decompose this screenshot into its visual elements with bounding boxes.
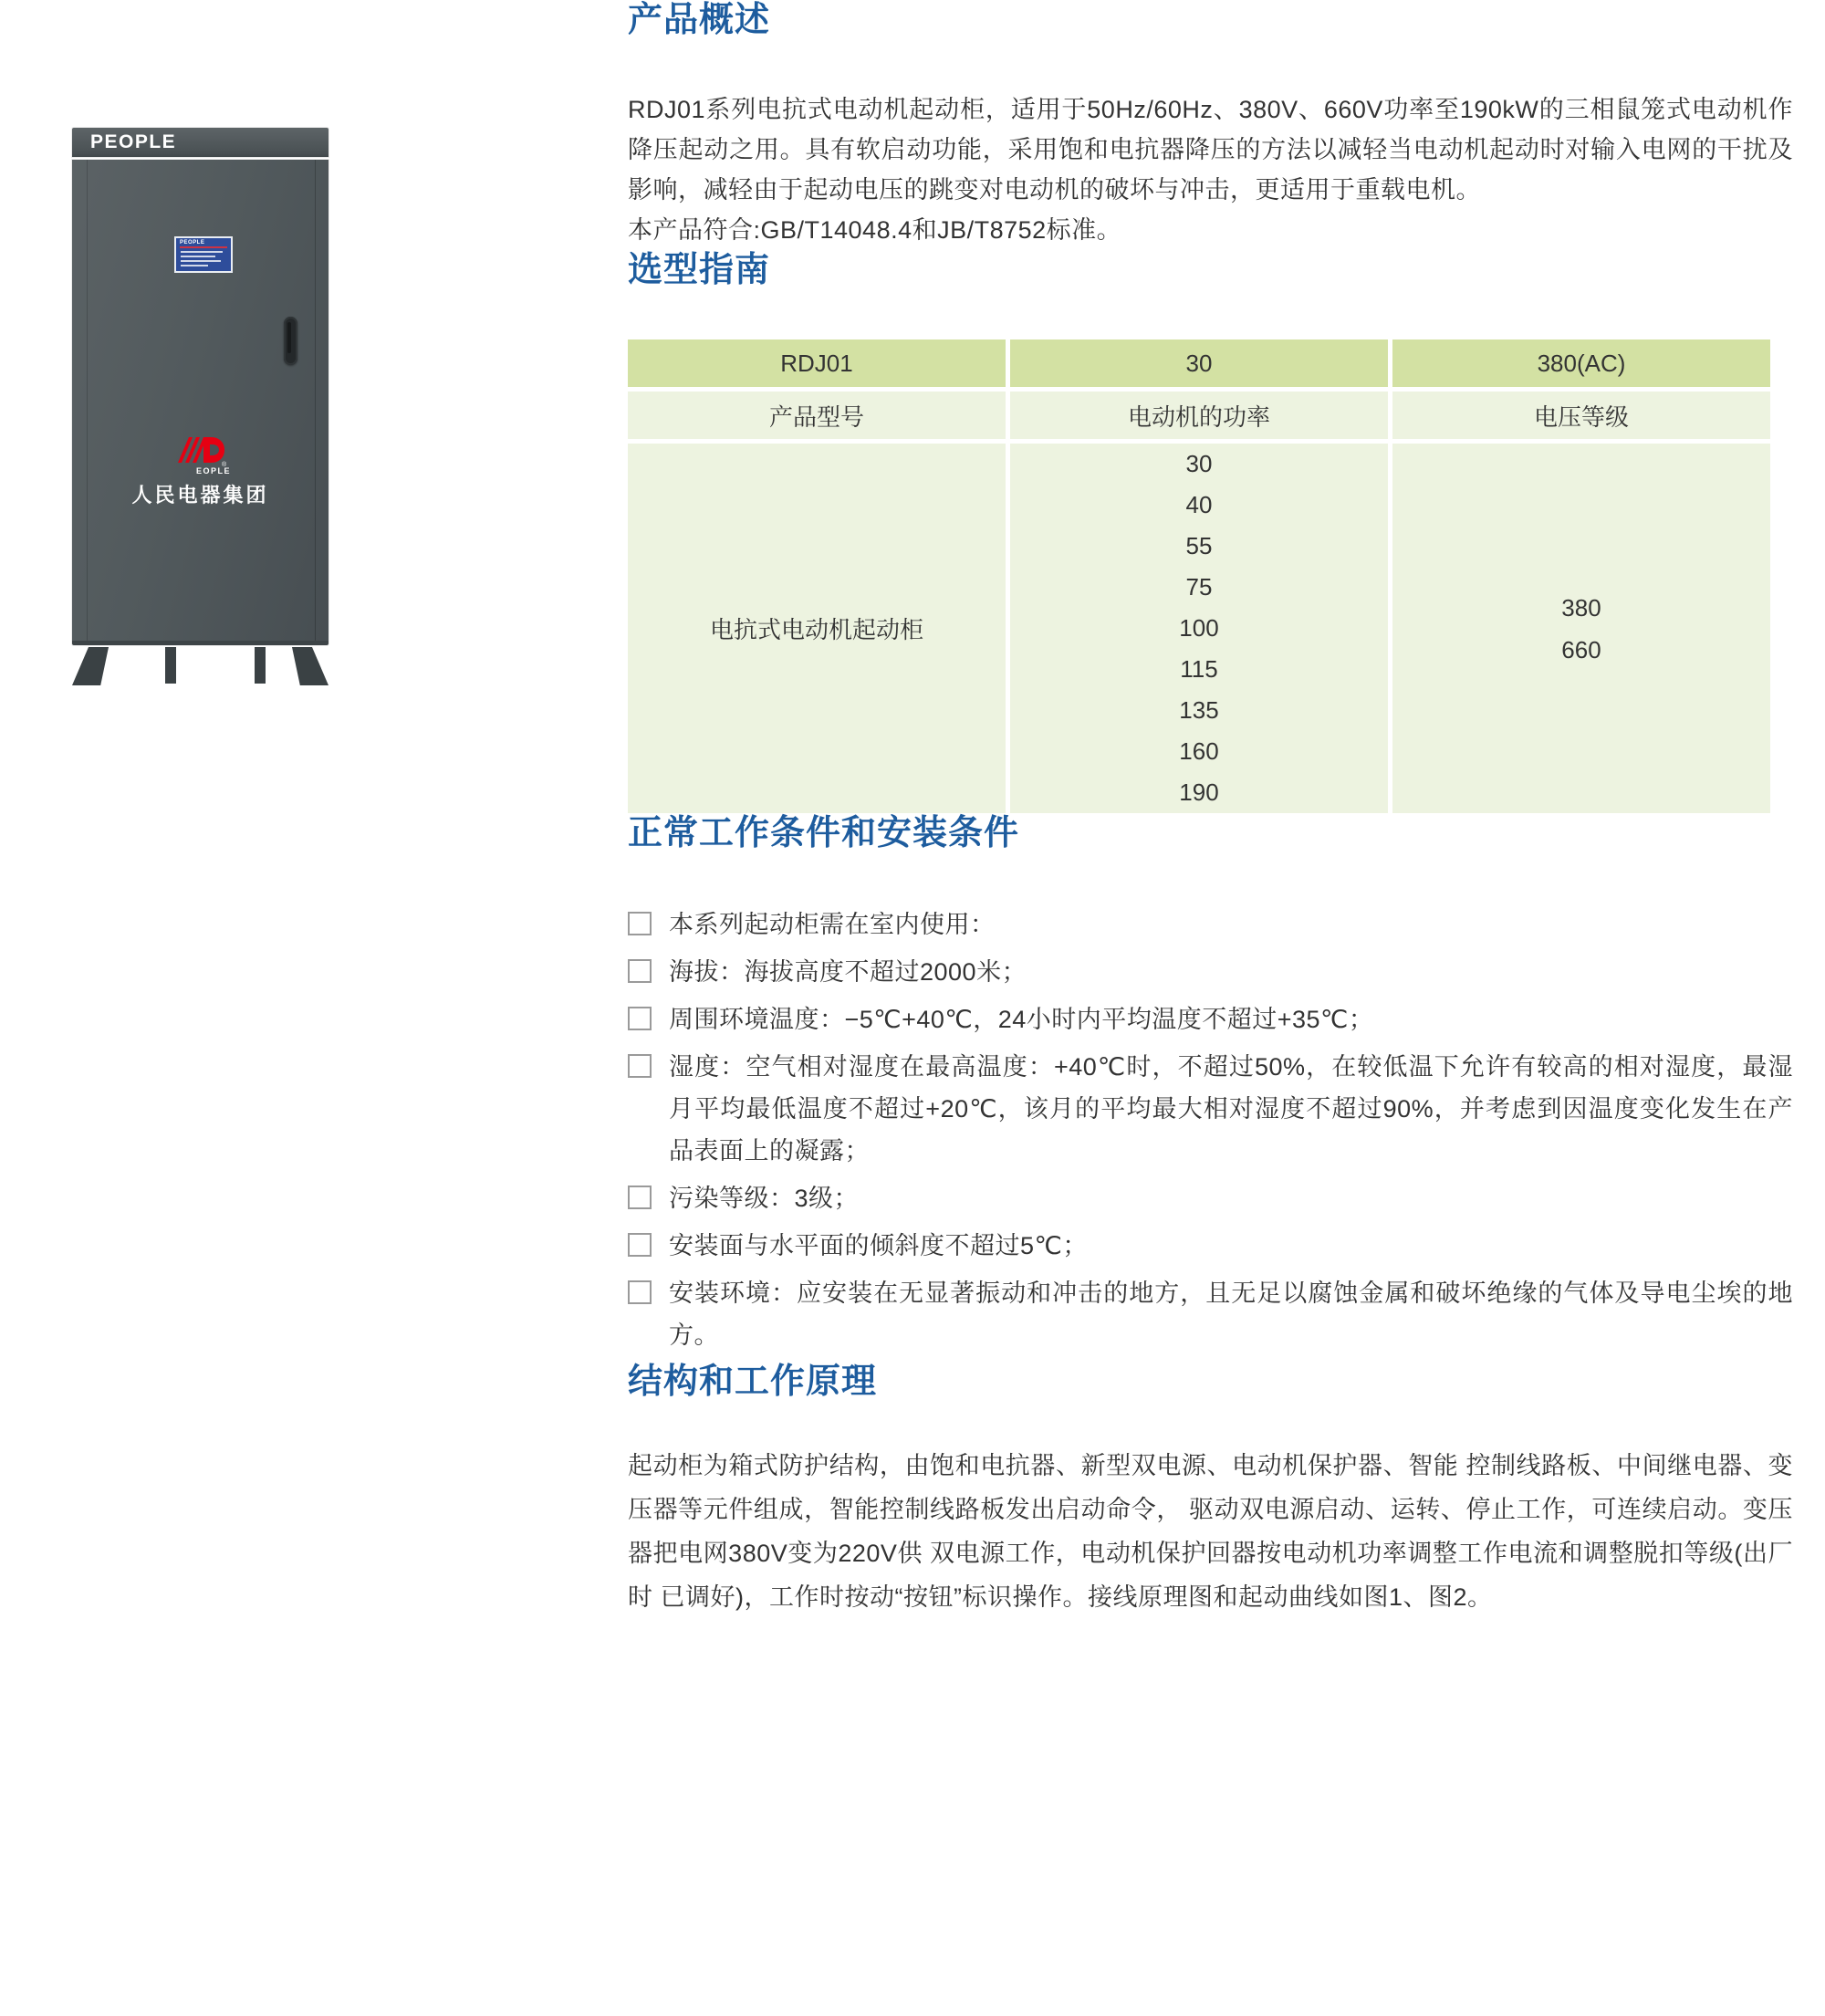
overview-paragraph: RDJ01系列电抗式电动机起动柜，适用于50Hz/60Hz、380V、660V功率至190kW的三相鼠笼式电动机作降压起动之用。具有软启动功能，采用饱和电抗器降压的方法以减轻当电动机起动时对输入电网的干扰及影响，减轻由于起动电压的跳变对电动机的破坏与冲击，更适用于重载电机。	[628, 96, 1793, 204]
power-value: 30	[1185, 450, 1213, 477]
condition-text: 本系列起动柜需在室内使用：	[669, 911, 996, 938]
list-item	[628, 1177, 1793, 1219]
product-photo	[72, 128, 328, 689]
nameplate-text-line	[181, 256, 215, 257]
checkbox-icon	[628, 912, 652, 935]
checkbox-icon	[628, 1054, 652, 1078]
logo-eople-text: EOPLE	[195, 466, 231, 475]
list-item	[628, 1225, 1793, 1267]
power-value: 55	[1185, 532, 1213, 559]
list-item	[628, 904, 1793, 945]
people-logo-icon	[169, 433, 233, 475]
nameplate-red-line	[180, 246, 227, 248]
table-voltages-cell	[1392, 444, 1770, 813]
list-item	[628, 1272, 1793, 1356]
condition-text: 安装面与水平面的倾斜度不超过5℃；	[669, 1232, 1088, 1259]
condition-text: 污染等级：3级；	[669, 1185, 860, 1212]
list-item	[628, 1046, 1793, 1172]
cabinet-foot	[292, 647, 328, 685]
nameplate	[174, 236, 233, 273]
structure-paragraph: 起动柜为箱式防护结构，由饱和电抗器、新型双电源、电动机保护器、智能 控制线路板、中间继电器、变压器等元件组成，智能控制线路板发出启动命令， 驱动双电源启动、运转、停止工作，可连续启动。变压器把电网380V变为220V供 双电源工作，电动机保护回器按电动机功率调整工作电流和调整脱扣等级(出厂时 已调好)，工作时按动“按钮”标识操作。接线原理图和起动曲线如图1、图2。	[628, 1452, 1793, 1611]
power-value: 160	[1179, 737, 1219, 765]
table-powers-cell	[1010, 444, 1388, 813]
table-header-cell: 30	[1010, 339, 1388, 387]
section-title-conditions: 正常工作条件和安装条件	[628, 814, 1020, 852]
table-label-cell: 电动机的功率	[1010, 392, 1388, 439]
checkbox-icon	[628, 1186, 652, 1209]
checkbox-icon	[628, 1007, 652, 1030]
cabinet-foot	[72, 647, 109, 685]
condition-text: 湿度：空气相对湿度在最高温度：+40℃时，不超过50%，在较低温下允许有较高的相对湿度，最湿月平均最低温度不超过+20℃，该月的平均最大相对湿度不超过90%，并考虑到因温度变化发生在产品表面上的凝露；	[669, 1053, 1793, 1165]
checkbox-icon	[628, 1280, 652, 1304]
table-product-name-cell: 电抗式电动机起动柜	[628, 444, 1006, 813]
table-label-cell: 电压等级	[1392, 392, 1770, 439]
power-value: 40	[1185, 491, 1213, 518]
power-value: 115	[1180, 655, 1218, 683]
nameplate-text-line	[181, 260, 221, 262]
checkbox-icon	[628, 959, 652, 983]
checkbox-icon	[628, 1233, 652, 1257]
cabinet-foot	[255, 647, 266, 684]
content-column	[628, 0, 1793, 1619]
logo-registered-mark: ®	[221, 462, 226, 468]
nameplate-brand-text: PEOPLE	[180, 240, 205, 245]
list-item	[628, 998, 1793, 1040]
people-wordmark: PEOPLE	[90, 131, 177, 152]
power-value: 100	[1179, 614, 1219, 642]
voltage-value: 660	[1561, 635, 1601, 663]
list-item	[628, 951, 1793, 993]
nameplate-text-line	[181, 265, 208, 266]
table-header-cell: 380(AC)	[1392, 339, 1770, 387]
cabinet-top-panel	[72, 128, 328, 157]
door-handle	[284, 317, 297, 365]
power-value: 190	[1179, 778, 1219, 806]
section-title-structure: 结构和工作原理	[628, 1363, 878, 1401]
selection-table	[628, 339, 1770, 813]
power-value: 75	[1185, 573, 1213, 601]
brand-block	[72, 433, 328, 508]
condition-text: 安装环境：应安装在无显著振动和冲击的地方，且无足以腐蚀金属和破坏绝缘的气体及导电尘埃的地方。	[669, 1280, 1793, 1349]
brand-cn-text: 人民电器集团	[131, 484, 269, 507]
cabinet-feet	[72, 645, 328, 689]
table-header-cell: RDJ01	[628, 339, 1006, 387]
table-label-cell: 产品型号	[628, 392, 1006, 439]
condition-text: 周围环境温度：−5℃+40℃，24小时内平均温度不超过+35℃；	[669, 1006, 1374, 1033]
conditions-list	[628, 904, 1793, 1356]
condition-text: 海拔：海拔高度不超过2000米；	[669, 958, 1027, 986]
cabinet-foot	[165, 647, 176, 684]
voltage-value: 380	[1561, 593, 1601, 622]
cabinet-hinge-line	[87, 160, 88, 641]
standards-line: 本产品符合:GB/T14048.4和JB/T8752标准。	[628, 216, 1122, 244]
cabinet-door-line	[315, 160, 316, 641]
power-value: 135	[1179, 696, 1219, 724]
nameplate-text-line	[181, 251, 223, 253]
section-title-selection: 选型指南	[628, 251, 771, 289]
cabinet-door	[72, 160, 328, 645]
door-handle-bar	[287, 322, 291, 353]
section-title-overview: 产品概述	[628, 1, 771, 39]
